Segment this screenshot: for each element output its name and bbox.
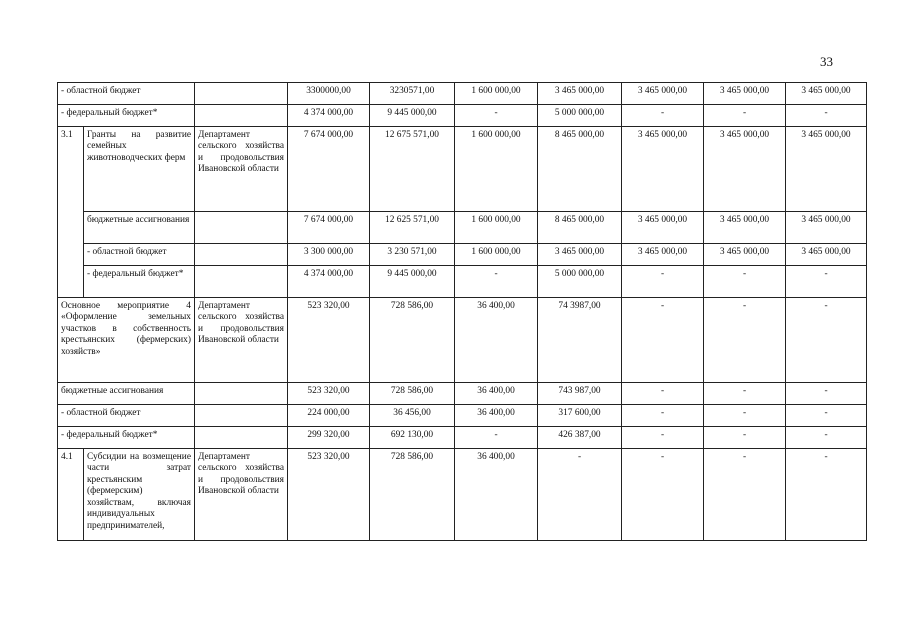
value-cell: 3 465 000,00 <box>786 212 867 244</box>
empty-cell <box>195 212 288 244</box>
value-cell: 3 300 000,00 <box>288 244 370 266</box>
row-label: - федеральный бюджет* <box>84 266 195 298</box>
value-cell: - <box>455 266 538 298</box>
empty-cell <box>195 383 288 405</box>
value-cell: 36 400,00 <box>455 405 538 427</box>
row-label: - областной бюджет <box>58 405 195 427</box>
value-cell: 3 230 571,00 <box>370 244 455 266</box>
value-cell: 1 600 000,00 <box>455 244 538 266</box>
value-cell: 523 320,00 <box>288 383 370 405</box>
value-cell: 3 465 000,00 <box>704 212 786 244</box>
value-cell: - <box>704 449 786 541</box>
table-row <box>58 383 867 405</box>
value-cell: 426 387,00 <box>538 427 622 449</box>
value-cell: - <box>455 105 538 127</box>
value-cell: 3 465 000,00 <box>704 127 786 212</box>
value-cell: - <box>704 383 786 405</box>
row-label: бюджетные ассигнования <box>58 383 195 405</box>
value-cell: - <box>786 383 867 405</box>
item-executor: Департамент сельского хозяйства и продовольствия Ивановской области <box>195 127 288 212</box>
value-cell: 3300000,00 <box>288 83 370 105</box>
item-number: 4.1 <box>58 449 84 541</box>
value-cell: 3 465 000,00 <box>704 244 786 266</box>
value-cell: 7 674 000,00 <box>288 127 370 212</box>
empty-cell <box>195 244 288 266</box>
value-cell: 224 000,00 <box>288 405 370 427</box>
value-cell: 3 465 000,00 <box>622 244 704 266</box>
value-cell: 3 465 000,00 <box>786 244 867 266</box>
item-number: 3.1 <box>58 127 84 298</box>
value-cell: 3 465 000,00 <box>786 127 867 212</box>
value-cell: - <box>704 405 786 427</box>
table-row <box>58 427 867 449</box>
table-row <box>58 212 867 244</box>
main-activity-name: Основное мероприятие 4 «Оформление земельных участков в собственность крестьянских (фермерских) хозяйств» <box>58 298 195 383</box>
value-cell: 3 465 000,00 <box>538 83 622 105</box>
value-cell: - <box>622 449 704 541</box>
value-cell: 9 445 000,00 <box>370 105 455 127</box>
row-label: - федеральный бюджет* <box>58 427 195 449</box>
value-cell: 12 675 571,00 <box>370 127 455 212</box>
value-cell: 3 465 000,00 <box>622 212 704 244</box>
value-cell: 8 465 000,00 <box>538 212 622 244</box>
table-row <box>58 105 867 127</box>
item-name: Гранты на развитие семейных животноводческих ферм <box>84 127 195 212</box>
value-cell: - <box>455 427 538 449</box>
value-cell: 3 465 000,00 <box>622 83 704 105</box>
value-cell: 74 3987,00 <box>538 298 622 383</box>
budget-table <box>57 82 867 541</box>
row-label: - областной бюджет <box>84 244 195 266</box>
page-number: 33 <box>820 54 833 69</box>
empty-cell <box>195 405 288 427</box>
value-cell: 728 586,00 <box>370 449 455 541</box>
table-row <box>58 244 867 266</box>
value-cell: 523 320,00 <box>288 449 370 541</box>
value-cell: 743 987,00 <box>538 383 622 405</box>
value-cell: - <box>786 298 867 383</box>
value-cell: 1 600 000,00 <box>455 127 538 212</box>
value-cell: 8 465 000,00 <box>538 127 622 212</box>
value-cell: 692 130,00 <box>370 427 455 449</box>
value-cell: - <box>622 383 704 405</box>
row-label: - областной бюджет <box>58 83 195 105</box>
value-cell: 3230571,00 <box>370 83 455 105</box>
item-name: Субсидии на возмещение части затрат крестьянским (фермерским) хозяйствам, включая индивидуальных предпринимателей, <box>84 449 195 541</box>
value-cell: - <box>622 105 704 127</box>
value-cell: 4 374 000,00 <box>288 266 370 298</box>
value-cell: 728 586,00 <box>370 298 455 383</box>
table-row <box>58 449 867 541</box>
item-executor: Департамент сельского хозяйства и продовольствия Ивановской области <box>195 449 288 541</box>
value-cell: 7 674 000,00 <box>288 212 370 244</box>
value-cell: - <box>786 427 867 449</box>
value-cell: 299 320,00 <box>288 427 370 449</box>
row-label: бюджетные ассигнования <box>84 212 195 244</box>
value-cell: - <box>704 266 786 298</box>
value-cell: 1 600 000,00 <box>455 83 538 105</box>
empty-cell <box>195 105 288 127</box>
table-row <box>58 298 867 383</box>
empty-cell <box>195 427 288 449</box>
empty-cell <box>195 83 288 105</box>
value-cell: 5 000 000,00 <box>538 105 622 127</box>
value-cell: 9 445 000,00 <box>370 266 455 298</box>
value-cell: 317 600,00 <box>538 405 622 427</box>
value-cell: 1 600 000,00 <box>455 212 538 244</box>
value-cell: - <box>538 449 622 541</box>
value-cell: 36 456,00 <box>370 405 455 427</box>
value-cell: - <box>786 449 867 541</box>
value-cell: - <box>622 298 704 383</box>
item-executor: Департамент сельского хозяйства и продовольствия Ивановской области <box>195 298 288 383</box>
value-cell: 36 400,00 <box>455 383 538 405</box>
value-cell: 5 000 000,00 <box>538 266 622 298</box>
value-cell: 3 465 000,00 <box>622 127 704 212</box>
value-cell: 3 465 000,00 <box>538 244 622 266</box>
value-cell: - <box>704 105 786 127</box>
value-cell: 36 400,00 <box>455 449 538 541</box>
empty-cell <box>195 266 288 298</box>
value-cell: - <box>786 105 867 127</box>
row-label: - федеральный бюджет* <box>58 105 195 127</box>
value-cell: 36 400,00 <box>455 298 538 383</box>
value-cell: - <box>786 266 867 298</box>
table-row <box>58 405 867 427</box>
value-cell: 523 320,00 <box>288 298 370 383</box>
value-cell: - <box>622 427 704 449</box>
table-row <box>58 266 867 298</box>
value-cell: 12 625 571,00 <box>370 212 455 244</box>
value-cell: - <box>622 405 704 427</box>
value-cell: 3 465 000,00 <box>704 83 786 105</box>
table-row <box>58 83 867 105</box>
value-cell: 3 465 000,00 <box>786 83 867 105</box>
value-cell: 4 374 000,00 <box>288 105 370 127</box>
table-row <box>58 127 867 212</box>
value-cell: - <box>704 427 786 449</box>
value-cell: - <box>704 298 786 383</box>
value-cell: 728 586,00 <box>370 383 455 405</box>
value-cell: - <box>622 266 704 298</box>
value-cell: - <box>786 405 867 427</box>
